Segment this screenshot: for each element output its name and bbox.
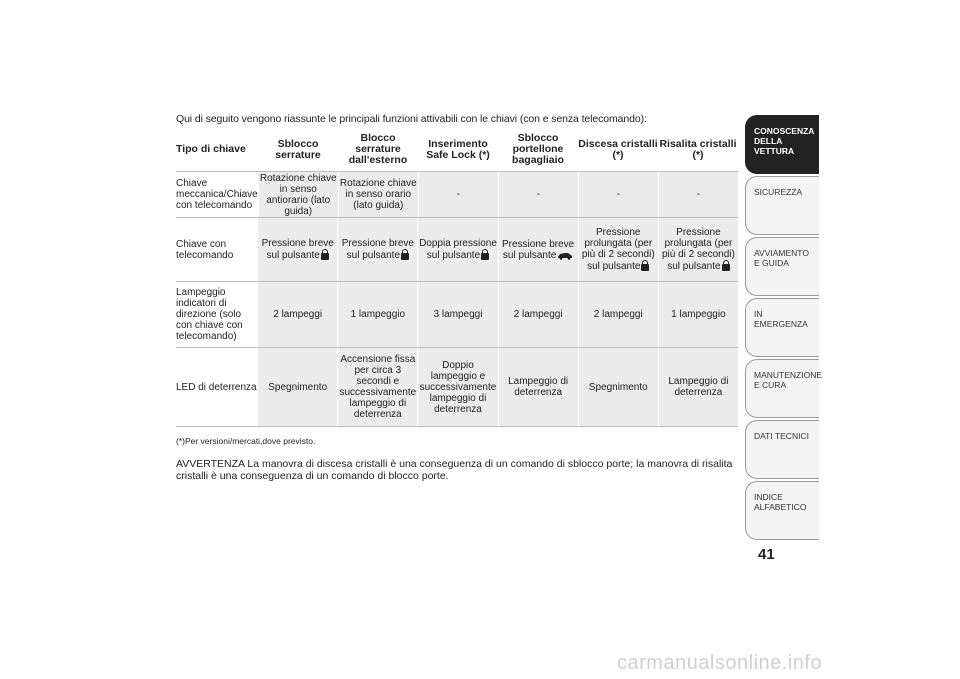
chapter-tabs: [745, 115, 822, 542]
watermark: carmanualsonline.info: [617, 652, 823, 674]
header-safe-lock: Inserimento Safe Lock (*): [426, 137, 490, 161]
cell-text: Pressione breve sul pulsante: [341, 238, 414, 261]
table-header-row: [176, 128, 738, 171]
intro-text: Qui di seguito vengono riassunte le principali funzioni attivabili con le chiavi (con e senza telecomando):: [176, 113, 647, 125]
cell-text: Pressione breve sul pulsante: [501, 238, 575, 261]
lock-icon: [722, 260, 730, 271]
tab-indice[interactable]: INDICE ALFABETICO: [745, 481, 819, 540]
cell-text: Doppia pressione sul pulsante: [419, 238, 497, 261]
table-cell: [659, 218, 738, 281]
header-unlock: Sblocco serrature: [275, 137, 321, 161]
table-cell: [418, 218, 497, 281]
cell-text: Pressione prolungata (per più di 2 secondi) sul pulsante: [661, 227, 735, 272]
tab-conoscenza[interactable]: CONOSCENZA DELLA VETTURA: [745, 115, 819, 174]
table-cell: Lampeggio di deterrenza: [499, 348, 578, 426]
unlock-icon: [641, 260, 649, 271]
table-cell: -: [419, 172, 498, 217]
table-cell: [258, 218, 337, 281]
table-cell: [579, 218, 658, 281]
tab-emergenza[interactable]: IN EMERGENZA: [745, 298, 819, 357]
table-cell: 2 lampeggi: [579, 282, 658, 347]
header-tailgate: Sblocco portellone bagagliaio: [512, 132, 564, 166]
row-label: Chiave meccanica/Chiave con telecomando: [176, 172, 258, 217]
table-row: [176, 347, 738, 426]
table-cell: Spegnimento: [258, 348, 337, 426]
tab-avviamento[interactable]: AVVIAMENTO E GUIDA: [745, 237, 819, 296]
table-cell: Rotazione chiave in senso antiorario (lato guida): [259, 172, 337, 217]
lock-icon: [401, 249, 409, 260]
table-cell: Accensione fissa per circa 3 secondi e successivamente lampeggio di deterrenza: [338, 348, 417, 426]
table-cell: 1 lampeggio: [338, 282, 417, 347]
cell-text: Pressione breve sul pulsante: [261, 238, 334, 261]
row-label: Lampeggio indicatori di direzione (solo con chiave con telecomando): [176, 282, 257, 347]
header-lock-outside: Blocco serrature dall'esterno: [348, 132, 408, 166]
table-row: [176, 281, 738, 347]
table-bottom-rule: [176, 426, 738, 427]
table-cell: Lampeggio di deterrenza: [659, 348, 738, 426]
tab-manutenzione[interactable]: MANUTENZIONE E CURA: [745, 359, 819, 418]
table-cell: -: [499, 172, 578, 217]
row-label: Chiave con telecomando: [176, 218, 257, 281]
table-cell: 2 lampeggi: [499, 282, 578, 347]
table-cell: -: [579, 172, 658, 217]
table-cell: 2 lampeggi: [258, 282, 337, 347]
unlock-icon: [321, 249, 329, 260]
table-cell: 1 lampeggio: [659, 282, 738, 347]
table-cell: Doppio lampeggio e successivamente lampeggio di deterrenza: [418, 348, 497, 426]
table-cell: -: [659, 172, 738, 217]
table-cell: 3 lampeggi: [418, 282, 497, 347]
tab-sicurezza[interactable]: SICUREZZA: [745, 176, 819, 235]
header-windows-up: Risalita cristalli (*): [659, 137, 737, 161]
header-windows-down: Discesa cristalli (*): [578, 137, 658, 161]
table-cell: [499, 218, 578, 281]
header-key-type: Tipo di chiave: [176, 143, 246, 155]
table-row: [176, 171, 738, 217]
trunk-icon: [557, 251, 573, 260]
cell-text: Pressione prolungata (per più di 2 secondi) sul pulsante: [581, 227, 655, 272]
lock-icon: [481, 249, 489, 260]
page-number: 41: [758, 546, 775, 563]
table-cell: Spegnimento: [579, 348, 658, 426]
table-row: [176, 217, 738, 281]
key-functions-table: [176, 128, 738, 427]
table-cell: [338, 218, 417, 281]
footnote: (*)Per versioni/mercati,dove previsto.: [176, 436, 316, 446]
table-cell: Rotazione chiave in senso orario (lato guida): [339, 172, 418, 217]
tab-dati-tecnici[interactable]: DATI TECNICI: [745, 420, 819, 479]
row-label: LED di deterrenza: [176, 348, 257, 426]
warning-text: AVVERTENZA La manovra di discesa cristalli è una conseguenza di un comando di sblocco porte; la manovra di risalita cristalli è una conseguenza di un comando di blocco porte.: [176, 458, 733, 482]
